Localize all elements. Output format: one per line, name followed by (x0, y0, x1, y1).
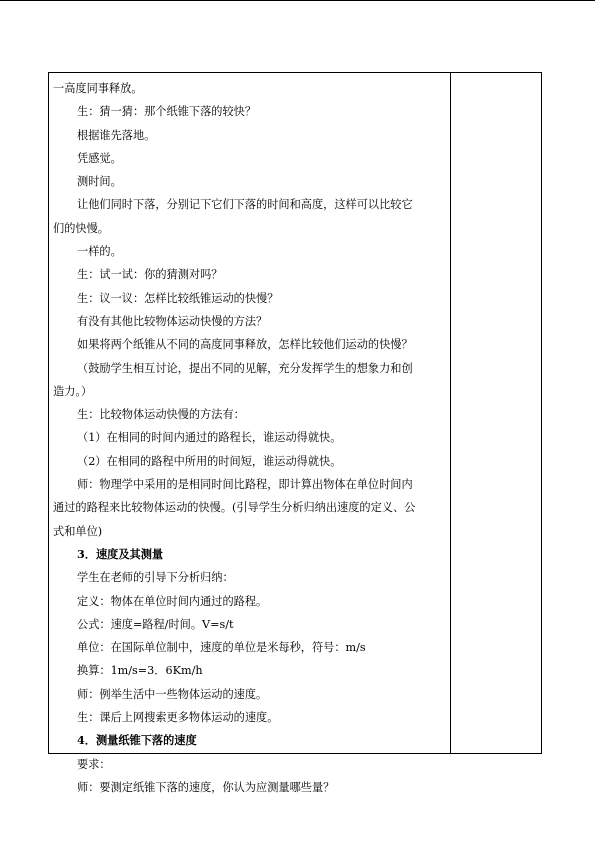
table-column-divider (450, 72, 451, 754)
section-heading: 4．测量纸锥下落的速度 (77, 733, 197, 748)
text-line: 单位：在国际单位制中，速度的单位是米每秒，符号：m/s (77, 641, 366, 655)
text-line: 凭感觉。 (77, 151, 122, 165)
text-line: 师：例举生活中一些物体运动的速度。 (77, 687, 268, 701)
text-line: （1）在相同的时间内通过的路程长，谁运动得就快。 (77, 431, 342, 445)
page-top-rule (0, 0, 595, 1)
text-line: 有没有其他比较物体运动快慢的方法？ (77, 314, 268, 328)
text-line: 如果将两个纸锥从不同的高度同事释放，怎样比较他们运动的快慢？ (77, 338, 413, 352)
text-line: 生：猜一猜：那个纸锥下落的较快？ (77, 105, 257, 119)
text-line: （2）在相同的路程中所用的时间短，谁运动得就快。 (77, 454, 342, 468)
text-line: （鼓励学生相互讨论，提出不同的见解，充分发挥学生的想象力和创 (77, 361, 413, 375)
text-line: 通过的路程来比较物体运动的快慢。(引导学生分析归纳出速度的定义、公 (53, 501, 416, 515)
text-line: 生：议一议：怎样比较纸锥运动的快慢？ (77, 291, 279, 305)
text-line: 测时间。 (77, 175, 122, 189)
text-line: 造力。） (53, 384, 93, 398)
text-line: 生：试一试：你的猜测对吗？ (77, 268, 223, 282)
text-line: 一样的。 (77, 245, 122, 259)
text-line: 根据谁先落地。 (77, 128, 156, 142)
text-line: 公式：速度=路程/时间。V=s/t (77, 617, 234, 631)
text-line: 师：物理学中采用的是相同时间比路程，即计算出物体在单位时间内 (77, 478, 413, 492)
text-line: 定义：物体在单位时间内通过的路程。 (77, 594, 268, 608)
text-line: 生：比较物体运动快慢的方法有： (77, 408, 245, 422)
text-line: 们的快慢。 (53, 221, 109, 235)
text-line: 师：要测定纸锥下落的速度，你认为应测量哪些量？ (77, 780, 335, 794)
text-line: 让他们同时下落，分别记下它们下落的时间和高度，这样可以比较它 (77, 198, 413, 212)
text-line: 式和单位) (53, 524, 103, 538)
lesson-content-cell (53, 77, 446, 799)
text-line: 学生在老师的引导下分析归纳： (77, 571, 234, 585)
section-heading: 3．速度及其测量 (77, 546, 164, 561)
text-line: 一高度同事释放。 (53, 82, 143, 95)
text-line: 换算：1m/s=3．6Km/h (77, 664, 203, 678)
text-line: 要求： (77, 757, 111, 771)
text-line: 生：课后上网搜索更多物体运动的速度。 (77, 711, 279, 725)
